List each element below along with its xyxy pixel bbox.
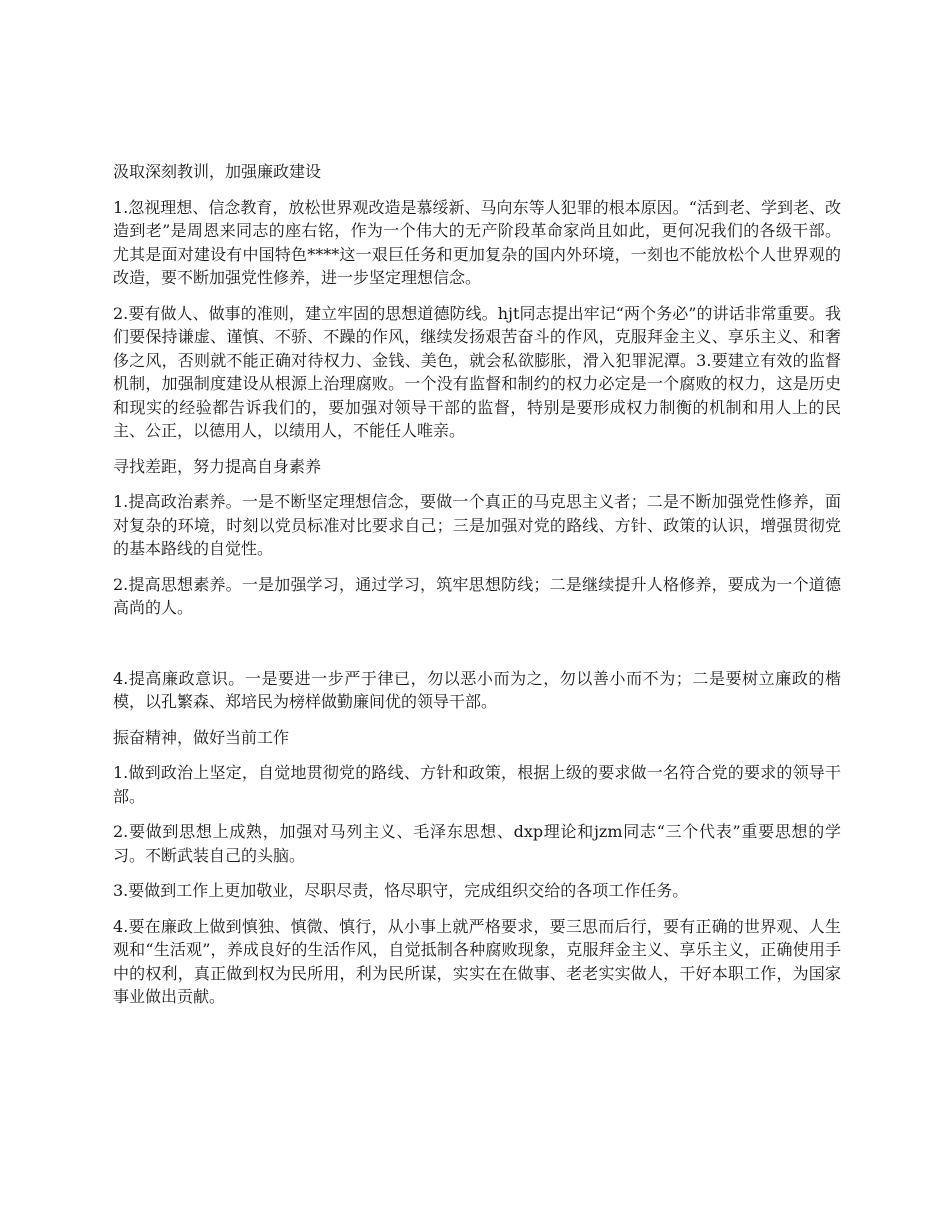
paragraph: 1.做到政治上坚定，自觉地贯彻党的路线、方针和政策，根据上级的要求做一名符合党的要求的领导干部。: [113, 763, 841, 806]
paragraph: 2.要有做人、做事的准则，建立牢固的思想道德防线。hjt同志提出牢记“两个务必”的讲话非常重要。我们要保持谦虚、谨慎、不骄、不躁的作风，继续发扬艰苦奋斗的作风，克服拜金主义、享乐主义、和奢侈之风，否则就不能正确对待权力、金钱、美色，就会私欲膨胀，滑入犯罪泥潭。3.要建立有效的监督机制，加强制度建设从根源上治理腐败。一个没有监督和制约的权力必定是一个腐败的权力，这是历史和现实的经验都告诉我们的，要加强对领导干部的监督，特别是要形成权力制衡的机制和用人上的民主、公正，以德用人，以绩用人，不能任人唯亲。: [113, 303, 841, 440]
document-body: [113, 160, 841, 1021]
paragraph: 4.要在廉政上做到慎独、慎微、慎行，从小事上就严格要求，要三思而后行，要有正确的世界观、人生观和“生活观”，养成良好的生活作风，自觉抵制各种腐败现象，克服拜金主义、享乐主义，正确使用手中的权利，真正做到权为民所用，利为民所谋，实实在在做事、老老实实做人，干好本职工作，为国家事业做出贡献。: [113, 916, 841, 1006]
section-heading-lessons: 汲取深刻教训，加强廉政建设: [113, 162, 322, 181]
paragraph: 3.要做到工作上更加敬业，尽职尽责，恪尽职守，完成组织交给的各项工作任务。: [113, 881, 689, 900]
blank-gap: [113, 632, 841, 667]
section-heading-work: 振奋精神，做好当前工作: [113, 727, 290, 747]
paragraph: 2.提高思想素养。一是加强学习，通过学习，筑牢思想防线；二是继续提升人格修养，要成为一个道德高尚的人。: [113, 574, 841, 617]
paragraph: 4.提高廉政意识。一是要进一步严于律已，勿以恶小而为之，勿以善小而不为；二是要树立廉政的楷模，以孔繁森、郑培民为榜样做勤廉间优的领导干部。: [113, 668, 841, 711]
paragraph: 1.提高政治素养。一是不断坚定理想信念，要做一个真正的马克思主义者；二是不断加强党性修养，面对复杂的环境，时刻以党员标准对比要求自己；三是加强对党的路线、方针、政策的认识，增强贯彻党的基本路线的自觉性。: [113, 492, 841, 558]
paragraph: 1.忽视理想、信念教育，放松世界观改造是慕绥新、马向东等人犯罪的根本原因。“活到老、学到老、改造到老”是周恩来同志的座右铭，作为一个伟大的无产阶段革命家尚且如此，更何况我们的各级干部。尤其是面对建设有中国特色****这一艰巨任务和更加复杂的国内外环境，一刻也不能放松个人世界观的改造，要不断加强党性修养，进一步坚定理想信念。: [113, 197, 841, 287]
paragraph: 2.要做到思想上成熟，加强对马列主义、毛泽东思想、dxp理论和jzm同志“三个代表”重要思想的学习。不断武装自己的头脑。: [113, 822, 841, 865]
section-heading-gaps: 寻找差距，努力提高自身素养: [113, 456, 322, 476]
